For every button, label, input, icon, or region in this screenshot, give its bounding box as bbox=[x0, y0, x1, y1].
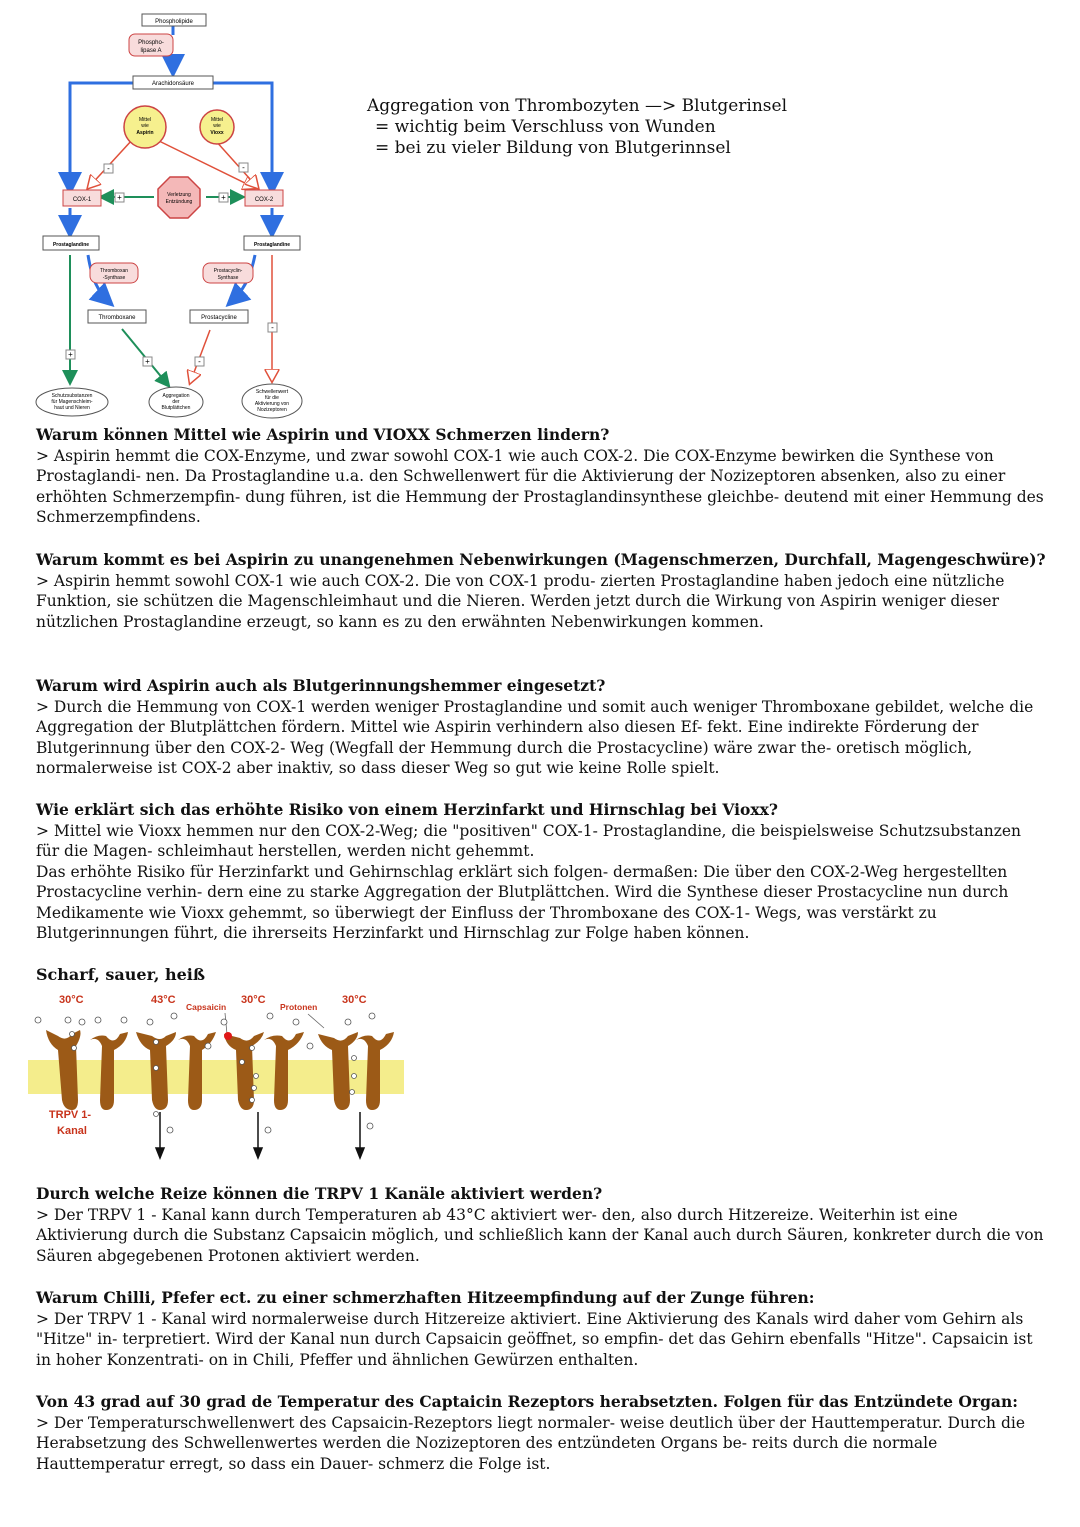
svg-text:Synthase: Synthase bbox=[217, 275, 239, 281]
node-thromboxan-synthase bbox=[90, 263, 138, 283]
question: Wie erklärt sich das erhöhte Risiko von einem Herzinfarkt und Hirnschlag bei Vioxx? bbox=[36, 800, 778, 819]
intro-line-3: = bei zu vieler Bildung von Blutgerinnsel bbox=[375, 138, 731, 158]
svg-text:für Magenschleim-: für Magenschleim- bbox=[51, 399, 93, 405]
answer: > Mittel wie Vioxx hemmen nur den COX-2-Weg; die "positiven" COX-1- Prostaglandine, die beispielsweise Schutzsubstanzen für die Magen- schleimhaut herstellen, werden nicht gehemmt. bbox=[36, 821, 1022, 860]
qa-section-7 bbox=[36, 1392, 1048, 1474]
question: Warum kommt es bei Aspirin zu unangenehmen Nebenwirkungen (Magenschmerzen, Durchfall, Magengeschwüre)? bbox=[36, 550, 1046, 569]
temp-label: 30°C bbox=[59, 994, 84, 1006]
qa-section-1 bbox=[36, 425, 1048, 528]
node-prostacycline bbox=[190, 310, 248, 323]
question: Warum Chilli, Pfefer ect. zu einer schmerzhaften Hitzeempfindung auf der Zunge führen: bbox=[36, 1288, 815, 1307]
capsaicin-molecule bbox=[224, 1032, 232, 1040]
svg-text:Mittel: Mittel bbox=[139, 117, 151, 123]
svg-text:wie: wie bbox=[213, 123, 221, 129]
trpv1-channel-figure bbox=[28, 988, 418, 1163]
svg-text:COX-2: COX-2 bbox=[254, 197, 274, 203]
qa-section-5 bbox=[36, 1184, 1048, 1266]
node-schwellenwert bbox=[242, 384, 302, 418]
sign-plus: + bbox=[221, 193, 226, 202]
qa-section-6 bbox=[36, 1288, 1048, 1370]
answer: > Der Temperaturschwellenwert des Capsaicin-Rezeptors liegt normaler- weise deutlich über der Hauttemperatur. Durch die Herabsetzung des Schwellenwertes werden die Nozizeptoren des entzündeten Organs be- reits durch die normale Hauttemperatur erregt, so dass ein Dauer- schmerz die Folge ist. bbox=[36, 1413, 1026, 1473]
svg-text:Nozizeptoren: Nozizeptoren bbox=[257, 407, 287, 413]
qa-section-4 bbox=[36, 800, 1048, 944]
node-prostacyclin-synthase bbox=[203, 263, 253, 283]
channel-label: TRPV 1- bbox=[48, 1109, 92, 1121]
svg-text:Phospho-: Phospho- bbox=[138, 40, 164, 46]
node-phospholipase bbox=[129, 34, 173, 56]
answer: > Durch die Hemmung von COX-1 werden weniger Prostaglandine und somit auch weniger Thromboxane gebildet, welche die Aggregation der Blutplättchen fördern. Mittel wie Aspirin verhindern also diesen Ef- fekt. Eine indirekte Förderung der Blutgerinnung über den COX-2- Weg (Wegfall der Hemmung durch die Prostacycline) wäre zwar the- oretisch möglich, normalerweise ist COX-2 aber inaktiv, so dass dieser Weg so gut wie keine Rolle spielt. bbox=[36, 697, 1034, 777]
temp-label: 30°C bbox=[342, 994, 367, 1006]
node-cox1 bbox=[63, 190, 101, 206]
svg-text:haut und Nieren: haut und Nieren bbox=[54, 405, 90, 411]
svg-text:Thromboxan: Thromboxan bbox=[99, 268, 129, 274]
svg-text:lipase A: lipase A bbox=[140, 48, 162, 54]
node-mittel-aspirin bbox=[124, 106, 166, 148]
svg-text:Prostaglandine: Prostaglandine bbox=[253, 242, 291, 248]
protonen-label: Protonen bbox=[280, 1002, 318, 1012]
svg-text:Vioxx: Vioxx bbox=[210, 130, 224, 136]
answer-continued: Das erhöhte Risiko für Herzinfarkt und Gehirnschlag erklärt sich folgen- dermaßen: Die über den COX-2-Weg hergestellten Prostacycline verhin- dern eine zu starke Aggregation der Blutplättchen. Wird die Synthese dieser Prostacycline nun durch Medikamente wie Vioxx gehemmt, so überwiegt der Einfluss der Thromboxane des COX-1- Wegs, was verstärkt zu Blutgerinnungen führt, die ihrerseits Herzinfarkt und Hirnschlag zur Folge haben können. bbox=[36, 862, 1009, 942]
influx-arrows bbox=[156, 1112, 364, 1158]
answer: > Aspirin hemmt sowohl COX-1 wie auch COX-2. Die von COX-1 produ- zierten Prostaglandine haben jedoch eine nützliche Funktion, sie schützen die Magenschleimhaut und die Nieren. Werden jetzt durch die Wirkung von Aspirin weniger dieser nützlichen Prostaglandine erzeugt, so kann es zu den erwähnten Nebenwirkungen kommen. bbox=[36, 571, 1005, 631]
cox-pathway-diagram bbox=[30, 5, 320, 425]
answer: > Aspirin hemmt die COX-Enzyme, und zwar sowohl COX-1 wie auch COX-2. Die COX-Enzyme bewirken die Synthese von Prostaglandi- nen. Da Prostaglandine u.a. den Schwellenwert für die Aktivierung der Nozizeptoren absenken, also zu einer erhöhten Schmerzempfin- dung führen, ist die Hemmung der Prostaglandinsynthese gleichbe- deutend mit einer Hemmung des Schmerzempfindens. bbox=[36, 446, 1044, 526]
intro-line-1: Aggregation von Thrombozyten —> Blutgerinsel bbox=[367, 96, 788, 116]
node-arachidonsaeure bbox=[133, 76, 213, 89]
node-thromboxane bbox=[88, 310, 146, 323]
channel-label: Kanal bbox=[57, 1125, 87, 1137]
svg-text:Entzündung: Entzündung bbox=[165, 199, 193, 205]
node-phospholipide bbox=[142, 14, 206, 26]
svg-text:Schwellenwert: Schwellenwert bbox=[255, 389, 289, 395]
question: Warum wird Aspirin auch als Blutgerinnungshemmer eingesetzt? bbox=[36, 676, 606, 695]
node-prostaglandine-right bbox=[244, 236, 300, 250]
section-heading-heat: Scharf, sauer, heiß bbox=[36, 965, 206, 984]
svg-text:der: der bbox=[172, 399, 180, 405]
sign-plus: + bbox=[117, 193, 122, 202]
svg-text:Aktivierung von: Aktivierung von bbox=[254, 401, 290, 407]
svg-text:Mittel: Mittel bbox=[211, 117, 223, 123]
svg-text:Aspirin: Aspirin bbox=[136, 130, 154, 136]
svg-text:Prostacyclin-: Prostacyclin- bbox=[213, 268, 243, 274]
sign-plus: + bbox=[145, 357, 150, 366]
answer: > Der TRPV 1 - Kanal wird normalerweise durch Hitzereize aktiviert. Eine Aktivierung des Kanals wird daher vom Gehirn als "Hitze" in- terpretiert. Wird der Kanal nun durch Capsaicin geöffnet, so empfin- det das Gehirn ebenfalls "Hitze". Capsaicin ist in hoher Konzentrati- on in Chili, Pfeffer und ähnlichen Gewürzen enthalten. bbox=[36, 1309, 1033, 1369]
svg-text:Schutzsubstanzen: Schutzsubstanzen bbox=[51, 393, 93, 399]
sign-plus: + bbox=[68, 350, 73, 359]
answer: > Der TRPV 1 - Kanal kann durch Temperaturen ab 43°C aktiviert wer- den, also durch Hitzereize. Weiterhin ist eine Aktivierung durch die Substanz Capsaicin möglich, und schließlich kann der Kanal auch durch Säuren, konkreter durch die von Säuren abgegebenen Protonen aktiviert werden. bbox=[36, 1205, 1044, 1265]
svg-text:Blutplättchen: Blutplättchen bbox=[161, 405, 191, 411]
question: Von 43 grad auf 30 grad de Temperatur des Captaicin Rezeptors herabsetzten. Folgen für das Entzündete Organ: bbox=[36, 1392, 1018, 1411]
svg-text:Verletzung: Verletzung bbox=[167, 192, 191, 198]
svg-text:für die: für die bbox=[265, 395, 279, 401]
node-prostaglandine-left bbox=[43, 236, 99, 250]
node-aggregation bbox=[149, 387, 203, 417]
svg-text:Arachidonsäure: Arachidonsäure bbox=[151, 81, 195, 87]
qa-section-3 bbox=[36, 676, 1048, 779]
intro-line-2: = wichtig beim Verschluss von Wunden bbox=[375, 117, 716, 137]
question: Durch welche Reize können die TRPV 1 Kanäle aktiviert werden? bbox=[36, 1184, 603, 1203]
svg-text:COX-1: COX-1 bbox=[72, 197, 92, 203]
temp-label: 43°C bbox=[151, 994, 176, 1006]
intro-text bbox=[367, 96, 967, 159]
capsaicin-label: Capsaicin bbox=[186, 1002, 227, 1012]
activation-lines bbox=[70, 197, 242, 385]
sign-minus: - bbox=[271, 323, 274, 332]
qa-section-2 bbox=[36, 550, 1048, 632]
svg-text:Aggregation: Aggregation bbox=[162, 393, 190, 399]
svg-text:Prostacycline: Prostacycline bbox=[201, 315, 237, 321]
node-verletzung bbox=[158, 177, 200, 218]
sign-minus: - bbox=[242, 163, 245, 172]
svg-text:Phospholipide: Phospholipide bbox=[155, 19, 193, 25]
sign-minus: - bbox=[198, 357, 201, 366]
node-mittel-vioxx bbox=[200, 110, 234, 144]
node-cox2 bbox=[245, 190, 283, 206]
sign-minus: - bbox=[107, 164, 110, 173]
svg-text:Prostaglandine: Prostaglandine bbox=[52, 242, 90, 248]
svg-text:Thromboxane: Thromboxane bbox=[98, 315, 136, 321]
svg-text:wie: wie bbox=[141, 123, 149, 129]
temp-label: 30°C bbox=[241, 994, 266, 1006]
svg-text:-Synthase: -Synthase bbox=[102, 275, 126, 281]
question: Warum können Mittel wie Aspirin und VIOXX Schmerzen lindern? bbox=[36, 425, 610, 444]
node-schutzsubstanzen bbox=[36, 388, 108, 416]
